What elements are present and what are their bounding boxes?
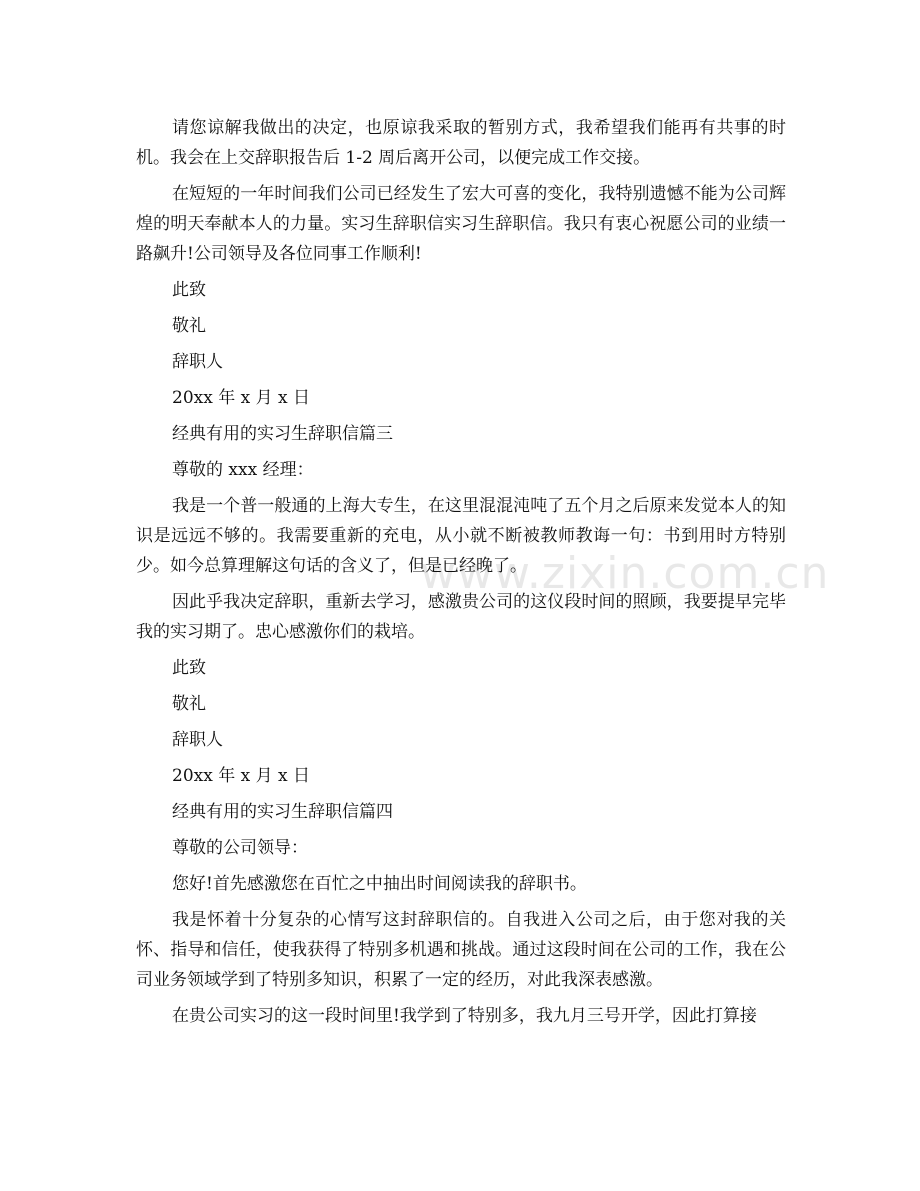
signature-label: 辞职人 (172, 352, 223, 372)
salutation-leaders: 尊敬的公司领导： (172, 838, 308, 858)
salutation-manager: 尊敬的 xxx 经理： (172, 460, 314, 480)
closing-jingli: 敬礼 (172, 316, 206, 336)
paragraph-company-change: 在短短的一年时间我们公司已经发生了宏大可喜的变化，我特别遗憾不能为公司辉煌的明天奉献本人的力量。实习生辞职信实习生辞职信。我只有衷心祝愿公司的业绩一路飙升!公司领导及各位同事工作顺利! (136, 184, 786, 264)
paragraph-self-intro: 我是一个普一般通的上海大专生，在这里混混沌吨了五个月之后原来发觉本人的知识是远远不够的。我需要重新的充电，从小就不断被教师教诲一句：书到用时方特别少。如今总算理解这句话的含义了，但是已经晚了。 (136, 496, 786, 576)
paragraph-gratitude: 我是怀着十分复杂的心情写这封辞职信的。自我进入公司之后，由于您对我的关怀、指导和信任，使我获得了特别多机遇和挑战。通过这段时间在公司的工作，我在公司业务领域学到了特别多知识，积累了一定的经历，对此我深表感激。 (136, 910, 786, 990)
section-title-four: 经典有用的实习生辞职信篇四 (172, 802, 393, 822)
closing-jingli: 敬礼 (172, 694, 206, 714)
paragraph-internship: 在贵公司实习的这一段时间里!我学到了特别多，我九月三号开学，因此打算接 (172, 1006, 757, 1026)
signature-label: 辞职人 (172, 730, 223, 750)
paragraph-apology: 请您谅解我做出的决定，也原谅我采取的暂别方式，我希望我们能再有共事的时机。我会在上交辞职报告后 1-2 周后离开公司，以便完成工作交接。 (136, 118, 786, 168)
paragraph-greeting: 您好!首先感激您在百忙之中抽出时间阅读我的辞职书。 (172, 874, 587, 894)
date-line: 20xx 年 x 月 x 日 (172, 766, 311, 786)
paragraph-decision: 因此乎我决定辞职，重新去学习，感激贵公司的这仪段时间的照顾，我要提早完毕我的实习期了。忠心感激你们的栽培。 (136, 592, 786, 642)
date-line: 20xx 年 x 月 x 日 (172, 388, 311, 408)
closing-cizhi: 此致 (172, 658, 206, 678)
watermark-text: www.zixin.com.cn (420, 548, 830, 599)
closing-cizhi: 此致 (172, 280, 206, 300)
section-title-three: 经典有用的实习生辞职信篇三 (172, 424, 393, 444)
document-body (136, 113, 786, 1037)
